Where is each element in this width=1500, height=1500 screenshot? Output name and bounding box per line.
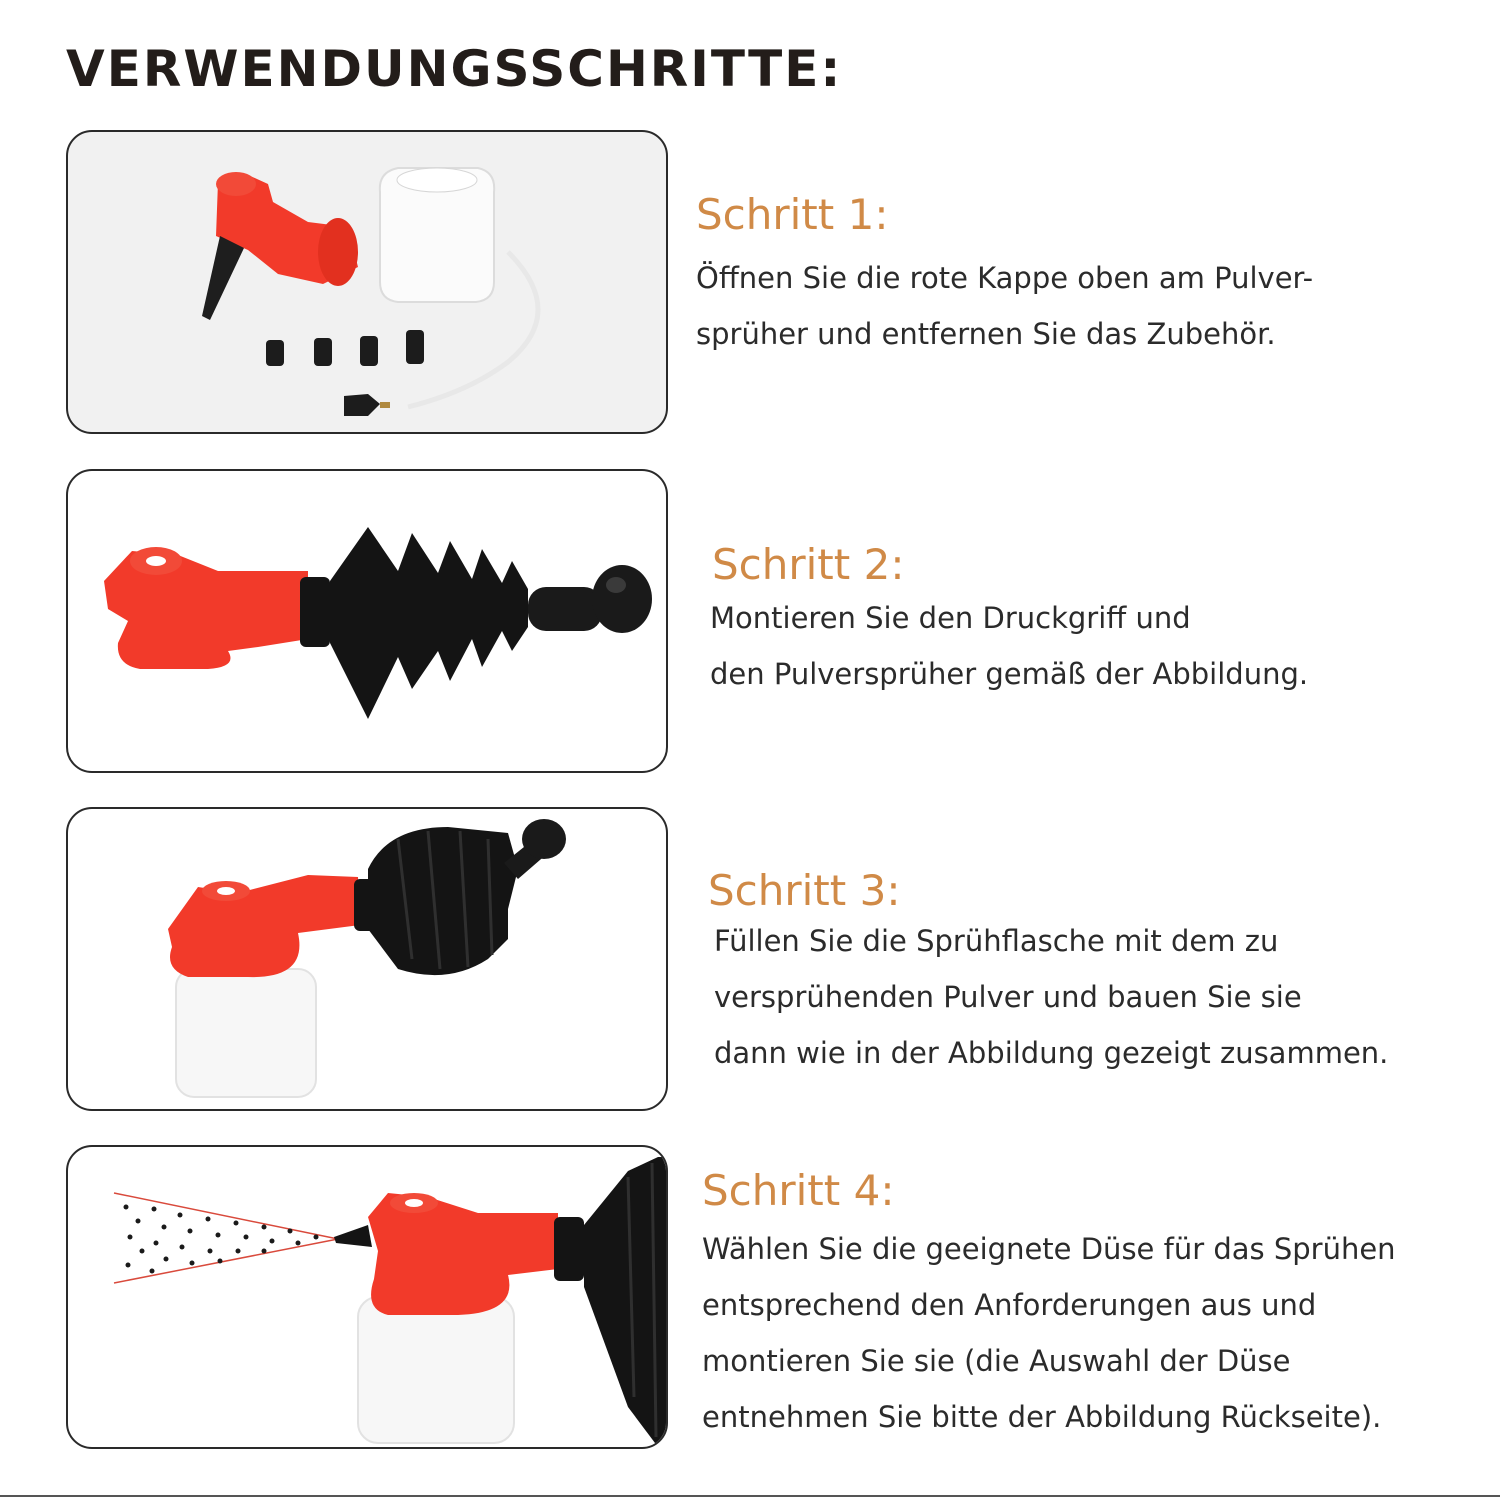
step-1-line: Öffnen Sie die rote Kappe oben am Pulver- — [696, 261, 1314, 295]
step-2-description — [710, 590, 1308, 702]
step-3-line: versprühenden Pulver und bauen Sie sie — [714, 980, 1302, 1014]
step-4-description — [702, 1221, 1396, 1445]
step-2-heading: Schritt 2: — [712, 540, 905, 589]
step-4-line: entnehmen Sie bitte der Abbildung Rückseite). — [702, 1400, 1382, 1434]
page-title: VERWENDUNGSSCHRITTE: — [66, 40, 843, 98]
step-4-line: entsprechend den Anforderungen aus und — [702, 1288, 1317, 1322]
step-4-image-panel — [66, 1145, 668, 1449]
step-4-line: montieren Sie sie (die Auswahl der Düse — [702, 1344, 1291, 1378]
step-3-image-panel — [66, 807, 668, 1111]
bellows-attached-icon — [68, 471, 668, 773]
step-3-heading: Schritt 3: — [708, 866, 901, 915]
step-1-description — [696, 250, 1313, 362]
bottom-divider — [0, 1495, 1500, 1497]
step-2-line: Montieren Sie den Druckgriff und — [710, 601, 1191, 635]
step-3-line: dann wie in der Abbildung gezeigt zusammen. — [714, 1036, 1389, 1070]
step-1-line: sprüher und entfernen Sie das Zubehör. — [696, 317, 1276, 351]
parts-disassembled-icon — [68, 132, 668, 434]
step-3-description — [714, 913, 1388, 1081]
step-2-image-panel — [66, 469, 668, 773]
step-2-line: den Pulversprüher gemäß der Abbildung. — [710, 657, 1309, 691]
step-1-heading: Schritt 1: — [696, 190, 889, 239]
spraying-powder-icon — [68, 1147, 668, 1449]
step-1-image-panel — [66, 130, 668, 434]
step-3-line: Füllen Sie die Sprühflasche mit dem zu — [714, 924, 1279, 958]
step-4-line: Wählen Sie die geeignete Düse für das Sprühen — [702, 1232, 1396, 1266]
step-4-heading: Schritt 4: — [702, 1166, 895, 1215]
assembled-sprayer-icon — [68, 809, 668, 1111]
